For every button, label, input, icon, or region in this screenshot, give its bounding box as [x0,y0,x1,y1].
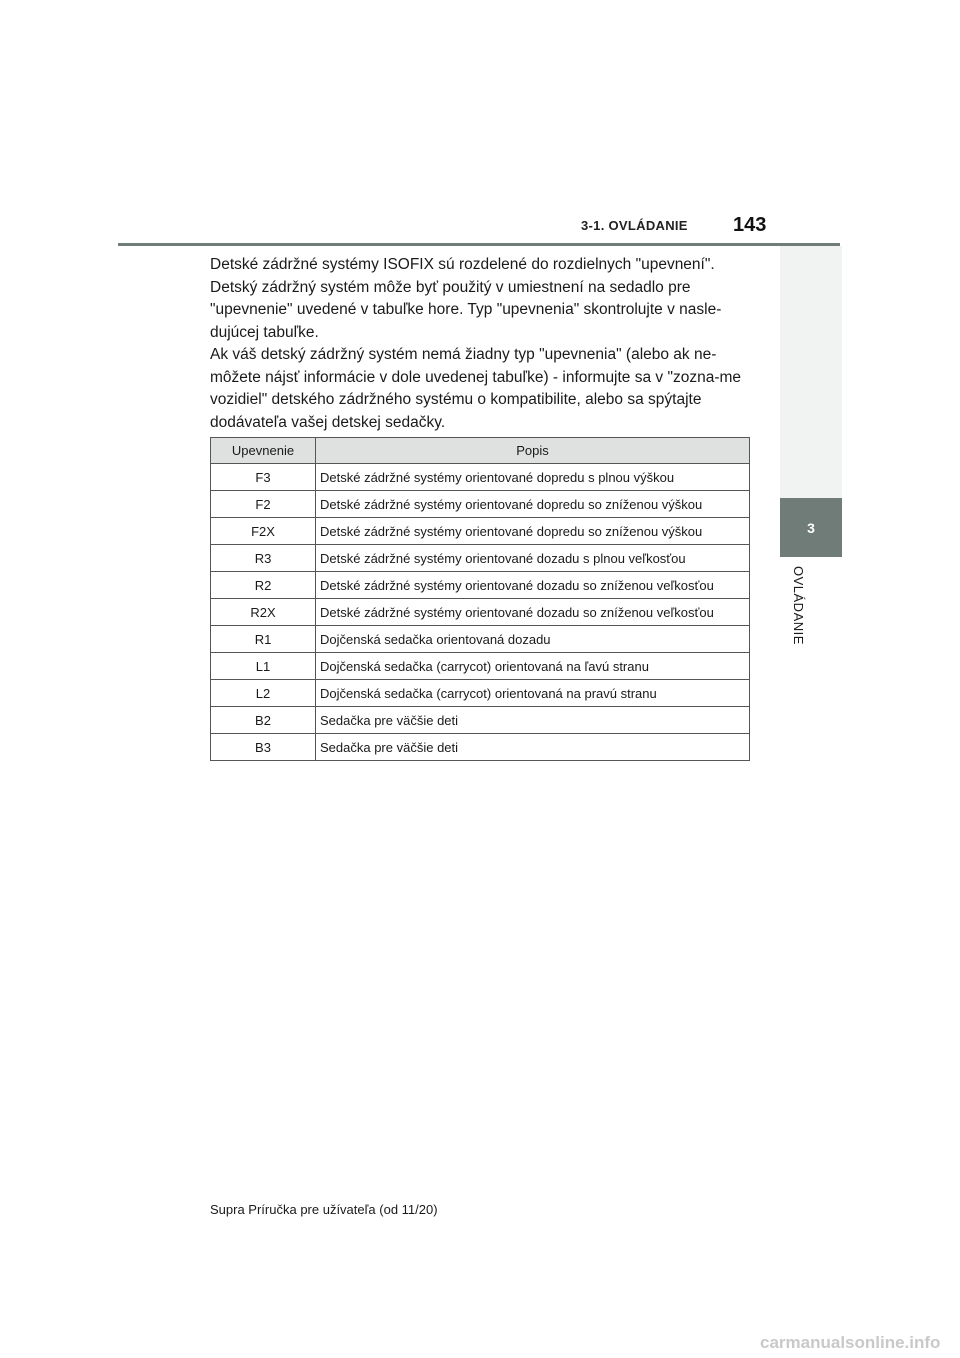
table-row [211,680,750,707]
side-tab-bar [780,246,842,498]
table-header-row [211,438,750,464]
paragraph: Detské zádržné systémy ISOFIX sú rozdelené do rozdielnych "upevnení". Detský zádržný systém môže byť použitý v umiestnení na sedadlo pre "upevnenie" uvedené v tabuľke hore. Typ "upevnenia" skontrolujte v nasle-dujúcej tabuľke. [210,256,722,341]
fixture-description: Detské zádržné systémy orientované dopredu so zníženou výškou [316,491,750,518]
fixture-code: L2 [211,680,316,707]
table-body [211,464,750,761]
body-text [210,254,755,434]
page-number: 143 [733,214,767,236]
chapter-number: 3 [807,519,815,536]
fixture-code: F3 [211,464,316,491]
fixture-description: Detské zádržné systémy orientované dopredu s plnou výškou [316,464,750,491]
fixture-code: F2 [211,491,316,518]
fixture-description: Dojčenská sedačka (carrycot) orientovaná na ľavú stranu [316,653,750,680]
table-row [211,491,750,518]
table-row [211,707,750,734]
fixture-code: F2X [211,518,316,545]
fixture-code: R2X [211,599,316,626]
table-row [211,734,750,761]
fixture-code: B2 [211,707,316,734]
fixture-code: R3 [211,545,316,572]
table-row [211,653,750,680]
fixture-code: R1 [211,626,316,653]
table-row [211,545,750,572]
isofix-fixture-table [210,437,750,761]
fixture-description: Sedačka pre väčšie deti [316,707,750,734]
chapter-tab[interactable] [780,498,842,557]
section-title: 3-1. OVLÁDANIE [581,218,688,233]
fixture-description: Detské zádržné systémy orientované dozadu so zníženou veľkosťou [316,599,750,626]
fixture-description: Detské zádržné systémy orientované dozadu so zníženou veľkosťou [316,572,750,599]
watermark: carmanualsonline.info [760,1333,941,1352]
fixture-description: Detské zádržné systémy orientované dozadu s plnou veľkosťou [316,545,750,572]
fixture-description: Sedačka pre väčšie deti [316,734,750,761]
fixture-code: L1 [211,653,316,680]
paragraph: Ak váš detský zádržný systém nemá žiadny typ "upevnenia" (alebo ak ne-môžete nájsť informácie v dole uvedenej tabuľke) - informujte sa v "zozna-me vozidiel" detského zádržného systému o kompatibilite, alebo sa spýtajte dodávateľa vašej detskej sedačky. [210,346,742,431]
fixture-description: Dojčenská sedačka orientovaná dozadu [316,626,750,653]
table-row [211,599,750,626]
chapter-name: OVLÁDANIE [791,566,806,645]
table-row [211,626,750,653]
header-divider [118,243,840,246]
column-header-fixture: Upevnenie [211,438,316,464]
fixture-description: Detské zádržné systémy orientované dopredu so zníženou výškou [316,518,750,545]
table-row [211,518,750,545]
fixture-code: B3 [211,734,316,761]
column-header-description: Popis [316,438,750,464]
fixture-code: R2 [211,572,316,599]
table-row [211,464,750,491]
footer-text: Supra Príručka pre užívateľa (od 11/20) [210,1202,438,1217]
fixture-description: Dojčenská sedačka (carrycot) orientovaná na pravú stranu [316,680,750,707]
table-row [211,572,750,599]
